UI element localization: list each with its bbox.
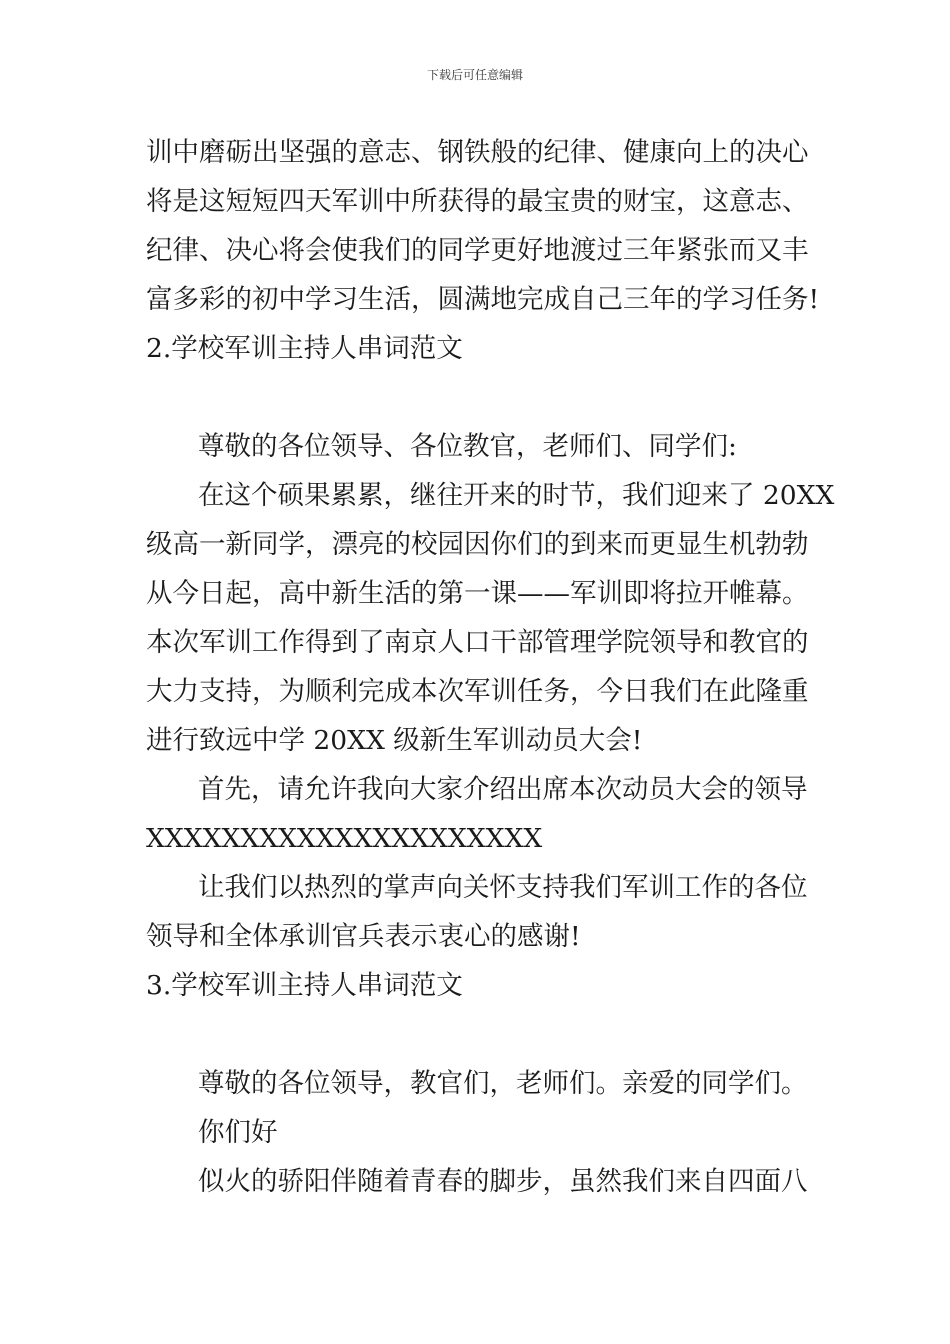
text-line: XXXXXXXXXXXXXXXXXXXXX [146, 823, 543, 854]
text-line: 富多彩的初中学习生活，圆满地完成自己三年的学习任务! [146, 284, 820, 315]
text-line: 进行致远中学 20XX 级新生军训动员大会! [146, 725, 643, 756]
text-line: 似火的骄阳伴随着青春的脚步，虽然我们来自四面八 [198, 1166, 808, 1197]
greeting-line: 你们好 [198, 1117, 278, 1148]
section-heading: 3.学校军训主持人串词范文 [146, 970, 463, 1001]
text-line: 从今日起，高中新生活的第一课——军训即将拉开帷幕。 [146, 578, 809, 609]
section-heading: 2.学校军训主持人串词范文 [146, 333, 463, 364]
text-line: 在这个硕果累累，继往开来的时节，我们迎来了 20XX [198, 480, 835, 511]
salutation: 尊敬的各位领导，教官们，老师们。亲爱的同学们。 [198, 1068, 808, 1099]
page-header-note: 下载后可任意编辑 [426, 68, 523, 82]
blank-line [146, 1010, 816, 1059]
document-body [146, 128, 835, 1206]
text-line: 级高一新同学，漂亮的校园因你们的到来而更显生机勃勃 [146, 529, 809, 560]
salutation: 尊敬的各位领导、各位教官，老师们、同学们: [198, 431, 737, 462]
text-line: 纪律、决心将会使我们的同学更好地渡过三年紧张而又丰 [146, 235, 809, 266]
text-line: 首先，请允许我向大家介绍出席本次动员大会的领导 [198, 774, 808, 805]
text-line: 将是这短短四天军训中所获得的最宝贵的财宝，这意志、 [146, 186, 809, 217]
text-line: 让我们以热烈的掌声向关怀支持我们军训工作的各位 [198, 872, 808, 903]
text-line: 领导和全体承训官兵表示衷心的感谢! [146, 921, 581, 952]
text-line: 大力支持，为顺利完成本次军训任务，今日我们在此隆重 [146, 676, 809, 707]
text-line: 本次军训工作得到了南京人口干部管理学院领导和教官的 [146, 627, 809, 658]
text-line: 训中磨砺出坚强的意志、钢铁般的纪律、健康向上的决心 [146, 137, 809, 168]
blank-line [146, 373, 816, 422]
